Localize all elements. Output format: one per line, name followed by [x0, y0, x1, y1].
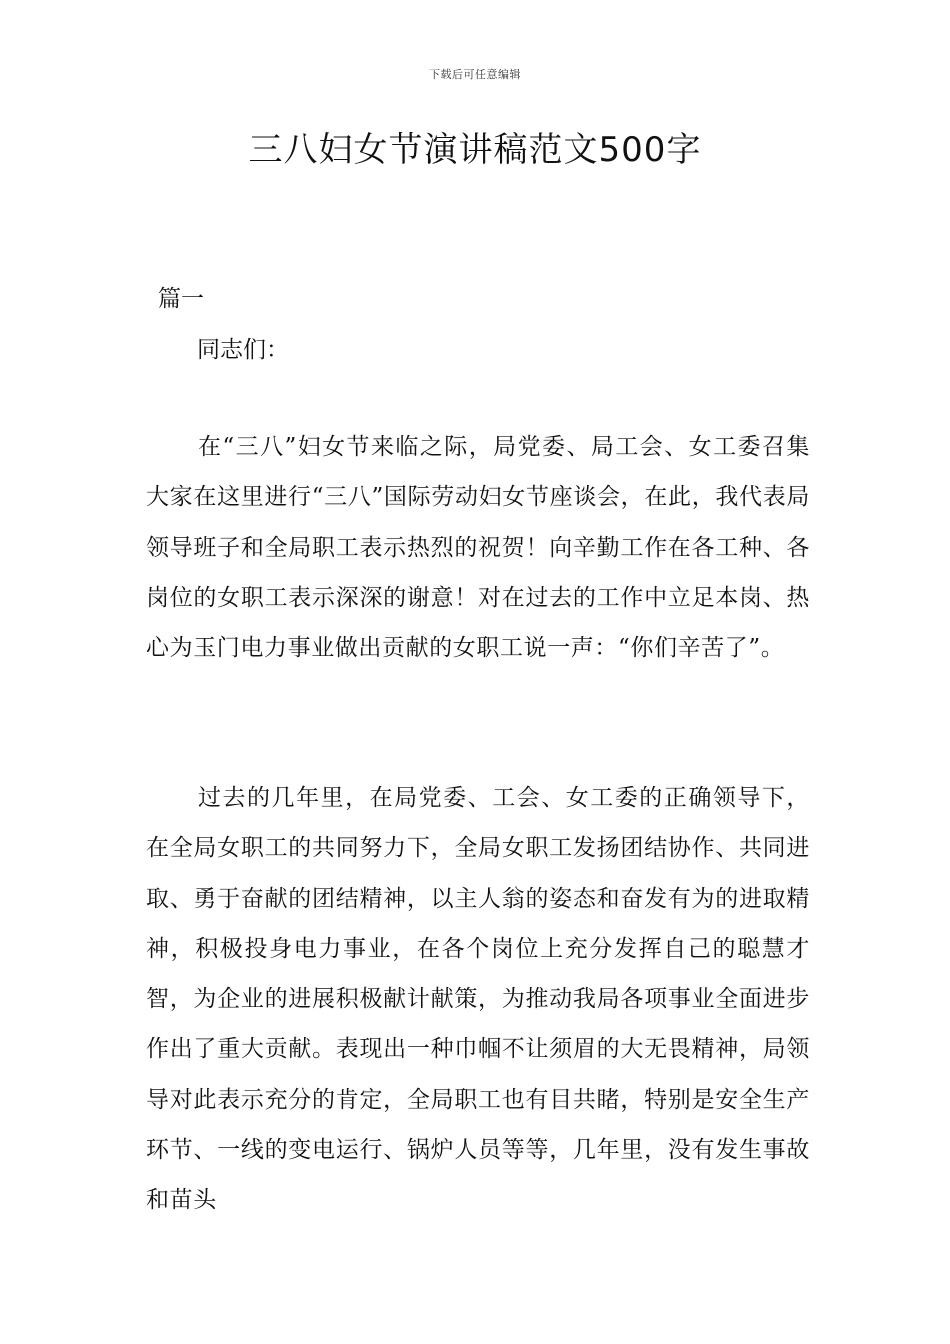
header-note: 下载后可任意编辑	[429, 68, 521, 81]
document-title: 三八妇女节演讲稿范文500字	[248, 130, 702, 170]
section-label: 篇一	[158, 286, 204, 312]
body-paragraph: 在“三八”妇女节来临之际，局党委、局工会、女工委召集大家在这里进行“三八”国际劳动妇女节座谈会，在此，我代表局领导班子和全局职工表示热烈的祝贺！向辛勤工作在各工种、各岗位的女职工表示深深的谢意！对在过去的工作中立足本岗、热心为玉门电力事业做出贡献的女职工说一声：“你们辛苦了”。	[146, 434, 810, 662]
salutation: 同志们：	[197, 337, 289, 363]
body-paragraph: 过去的几年里，在局党委、工会、女工委的正确领导下，在全局女职工的共同努力下，全局女职工发扬团结协作、共同进取、勇于奋献的团结精神，以主人翁的姿态和奋发有为的进取精神，积极投身电力事业，在各个岗位上充分发挥自己的聪慧才智，为企业的进展积极献计献策，为推动我局各项事业全面进步作出了重大贡献。表现出一种巾帼不让须眉的大无畏精神，局领导对此表示充分的肯定，全局职工也有目共睹，特别是安全生产环节、一线的变电运行、锅炉人员等等，几年里，没有发生事故和苗头	[146, 785, 810, 1214]
